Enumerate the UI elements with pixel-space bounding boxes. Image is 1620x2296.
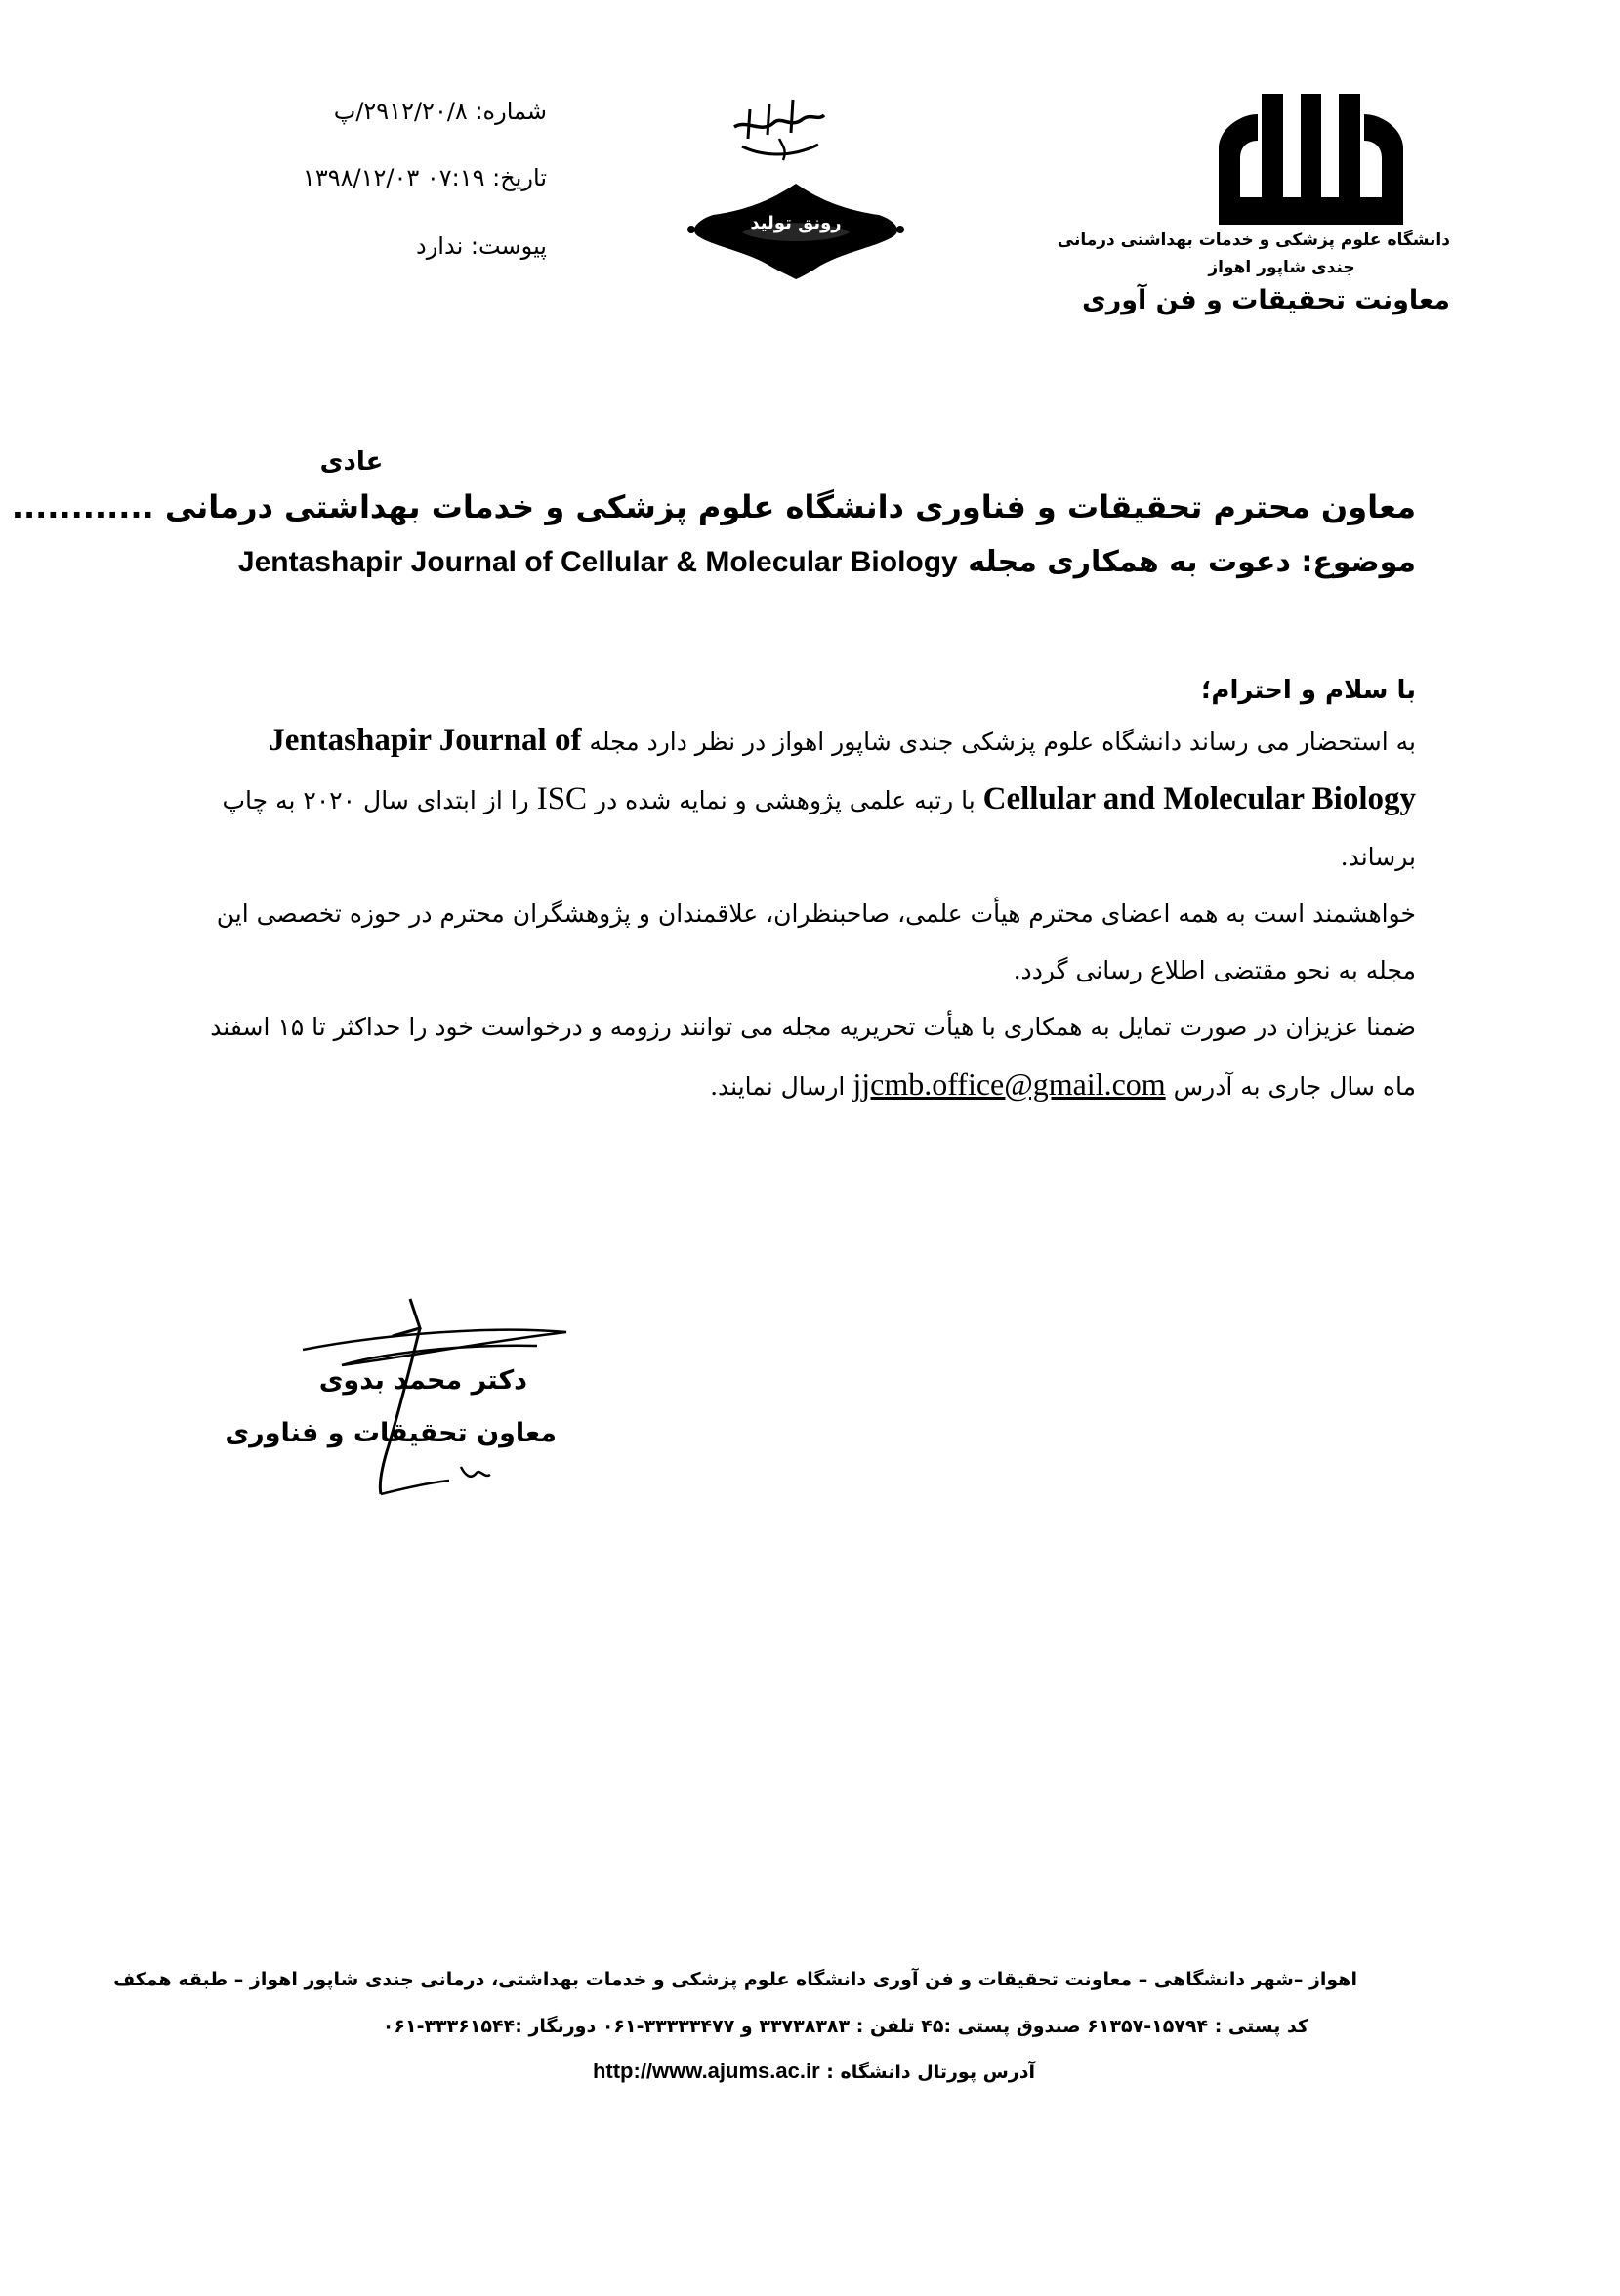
university-logo-graphic xyxy=(1211,90,1411,227)
journal-name-part2: Cellular and Molecular Biology xyxy=(982,781,1416,816)
letter-number-label: شماره: xyxy=(475,98,547,125)
letter-attachment-value: ندارد xyxy=(416,232,464,260)
department-name: معاونت تحقیقات و فن آوری xyxy=(1081,285,1450,315)
subject-label: موضوع: xyxy=(1301,545,1416,579)
contact-email-link[interactable]: jjcmb.office@gmail.com xyxy=(852,1066,1166,1102)
subject-text-en: Jentashapir Journal of Cellular & Molecular Biology xyxy=(237,546,958,578)
addressee-line: معاون محترم تحقیقات و فناوری دانشگاه علوم پزشکی و خدمات بهداشتی درمانی ............ xyxy=(11,488,1416,525)
slogan-seal xyxy=(684,176,908,283)
slogan-seal-text: رونق تولید xyxy=(750,213,842,233)
body-p2-line1: خواهشمند است به همه اعضای محترم هیأت علمی، صاحبنظران، علاقمندان و پژوهشگران محترم در حوزه تخصصی این xyxy=(216,899,1416,928)
letter-date xyxy=(293,164,547,191)
subject-line xyxy=(237,545,1416,579)
university-logo xyxy=(1211,90,1411,227)
footer-portal xyxy=(527,2059,1035,2084)
institution-name-line2: جندی شاپور اهواز xyxy=(1208,258,1355,277)
letter-number xyxy=(322,98,547,125)
body-p1-line2 xyxy=(176,772,1416,828)
footer-portal-label: آدرس پورتال دانشگاه : xyxy=(826,2062,1035,2083)
footer-address: اهواز –شهر دانشگاهی – معاونت تحقیقات و فن آوری دانشگاه علوم پزشکی و خدمات بهداشتی، درمانی جندی شاپور اهواز – طبقه همکف xyxy=(113,1969,1357,1990)
subject-text-fa: دعوت به همکاری مجله xyxy=(968,545,1291,579)
body-p3-line2 xyxy=(176,1057,1416,1114)
body-p1-line3: برساند. xyxy=(1340,843,1416,871)
body-p3-line2-fa-a: ماه سال جاری به آدرس xyxy=(1173,1072,1416,1101)
body-p1-line2-fa-a: با رتبه علمی پژوهشی و نمایه شده در xyxy=(595,786,976,814)
signatory-name: دکتر محمد بدوی xyxy=(318,1365,527,1396)
body-p1-line1-fa: به استحضار می رساند دانشگاه علوم پزشکی جندی شاپور اهواز در نظر دارد مجله xyxy=(589,728,1416,756)
footer-portal-link[interactable]: http://www.ajums.ac.ir xyxy=(592,2059,820,2083)
classification-label: عادی xyxy=(319,447,384,477)
journal-name-part1: Jentashapir Journal of xyxy=(269,723,582,758)
institution-name-line1: دانشگاه علوم پزشکی و خدمات بهداشتی درمانی xyxy=(1057,230,1450,250)
body-p1-line2-fa-b: را از ابتدای سال ۲۰۲۰ به چاپ xyxy=(222,786,529,814)
body-p2-line2: مجله به نحو مقتضی اطلاع رسانی گردد. xyxy=(1013,956,1416,984)
letter-time-value: ۰۷:۱۹ xyxy=(426,164,485,191)
body-p3-line2-fa-b: ارسال نمایند. xyxy=(710,1072,846,1101)
body-p3-line1: ضمنا عزیزان در صورت تمایل به همکاری با هیأت تحریریه مجله می توانند رزومه و درخواست خود را حداکثر تا ۱۵ اسفند xyxy=(210,1013,1416,1041)
footer-contacts: کد پستی : ۱۵۷۹۴-۶۱۳۵۷ صندوق پستی :۴۵ تلفن : ۳۳۷۳۸۳۸۳ و ۳۳۳۳۳۴۷۷-۰۶۱ دورنگار :۳۳۳۶۱۵۴۴-۰۶۱ xyxy=(382,2016,1308,2037)
bismillah-calligraphy xyxy=(723,90,830,168)
isc-label: ISC xyxy=(536,781,588,816)
handwritten-signature xyxy=(225,1289,576,1524)
letter-date-value: ۱۳۹۸/۱۲/۰۳ xyxy=(302,164,420,191)
letter-attachment-label: پیوست: xyxy=(470,232,547,260)
bismillah-calligraphy-graphic xyxy=(723,90,830,168)
body-p1-line1 xyxy=(176,713,1416,770)
letter-number-value: ۲۹۱۲/۲۰/۸/پ xyxy=(333,98,468,125)
letter-date-label: تاریخ: xyxy=(492,164,547,191)
handwritten-signature-graphic xyxy=(225,1289,576,1524)
greeting: با سلام و احترام؛ xyxy=(1200,676,1416,705)
signatory-title: معاون تحقیقات و فناوری xyxy=(225,1418,557,1448)
letter-attachment xyxy=(371,232,547,260)
